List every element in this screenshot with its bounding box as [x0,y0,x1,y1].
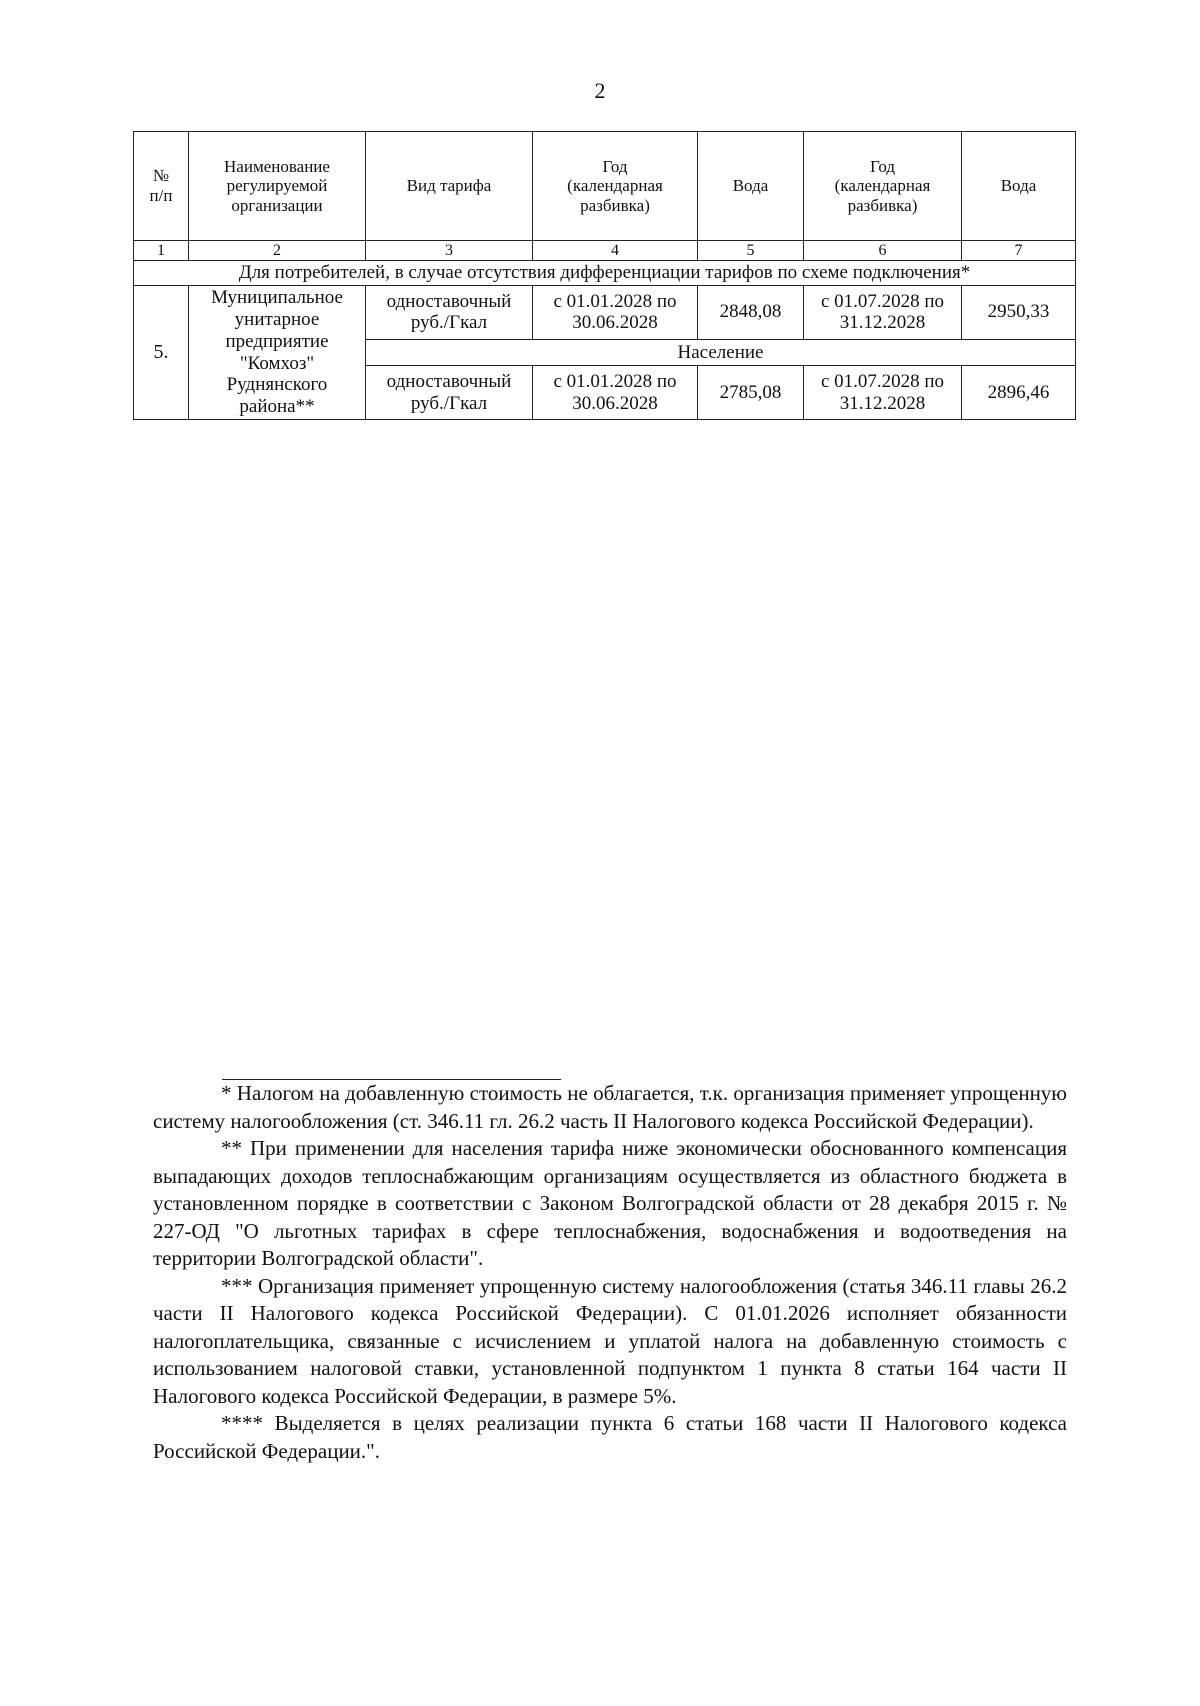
header-cell-organization [189,132,366,241]
row-number-cell: 5. [134,286,189,420]
column-number-cell: 1 [134,241,189,261]
header-cell-tariff-type [366,132,533,241]
header-water2-label: Вода [1000,176,1037,196]
subgroup-label: Население [366,339,1076,365]
column-number-row [134,241,1076,261]
header-period2-label: Год (календарная разбивка) [834,156,931,215]
footnote-4: **** Выделяется в целях реализации пункта 6 статьи 168 части II Налогового кодекса Российской Федерации.". [153,1411,1067,1463]
column-number-cell: 7 [962,241,1076,261]
period2-cell: с 01.07.2028 по 31.12.2028 [804,366,962,420]
organization-name-cell: Муниципальное унитарное предприятие "Комхоз" Руднянского района** [189,286,366,420]
period1-cell: с 01.01.2028 по 30.06.2028 [533,366,698,420]
water-value2-cell: 2896,46 [962,366,1076,420]
footnote-3: *** Организация применяет упрощенную систему налогообложения (статья 346.11 главы 26.2 части II Налогового кодекса Российской Федерации). С 01.01.2026 исполняет обязанности налогоплательщика, связанные с исчислением и уплатой налога на добавленную стоимость с использованием налоговой ставки, установленной подпунктом 1 пункта 8 статьи 164 части II Налогового кодекса Российской Федерации, в размере 5%. [153,1273,1067,1408]
footnotes [153,1080,1067,1465]
water-value1-cell: 2848,08 [698,286,804,340]
header-cell-water1 [698,132,804,241]
header-tariff-type-label: Вид тарифа [406,176,492,196]
header-organization-label: Наименование регулируемой организации [224,156,330,215]
header-period1-label: Год (календарная разбивка) [567,156,663,215]
column-number-cell: 2 [189,241,366,261]
column-number-cell: 3 [366,241,533,261]
water-value1-cell: 2785,08 [698,366,804,420]
column-number-cell: 6 [804,241,962,261]
section-title-row [134,261,1076,286]
header-water1-label: Вода [732,176,769,196]
footnote-1: * Налогом на добавленную стоимость не облагается, т.к. организация применяет упрощенную систему налогообложения (ст. 346.11 гл. 26.2 часть II Налогового кодекса Российской Федерации). [153,1081,1067,1133]
tariff-type-cell: одноставочный руб./Гкал [366,366,533,420]
header-cell-number [134,132,189,241]
table-header-row [134,132,1076,241]
header-cell-period2 [804,132,962,241]
period1-cell: с 01.01.2028 по 30.06.2028 [533,286,698,340]
footnote-2: ** При применении для населения тарифа ниже экономически обоснованного компенсация выпадающих доходов теплоснабжающим организациям осуществляется из областного бюджета в установленном порядке в соответствии с Законом Волгоградской области от 28 декабря 2015 г. № 227-ОД "О льготных тарифах в сфере теплоснабжения, водоснабжения и водоотведения на территории Волгоградской области". [153,1136,1067,1270]
column-number-cell: 4 [533,241,698,261]
header-cell-water2 [962,132,1076,241]
header-cell-period1 [533,132,698,241]
tariff-type-cell: одноставочный руб./Гкал [366,286,533,340]
column-number-cell: 5 [698,241,804,261]
period2-cell: с 01.07.2028 по 31.12.2028 [804,286,962,340]
water-value2-cell: 2950,33 [962,286,1076,340]
table-row [134,286,1076,340]
header-number-label: № п/п [149,166,173,205]
page-number: 2 [594,78,606,103]
tariff-table [133,131,1076,420]
section-title: Для потребителей, в случае отсутствия дифференциации тарифов по схеме подключения* [134,261,1076,286]
